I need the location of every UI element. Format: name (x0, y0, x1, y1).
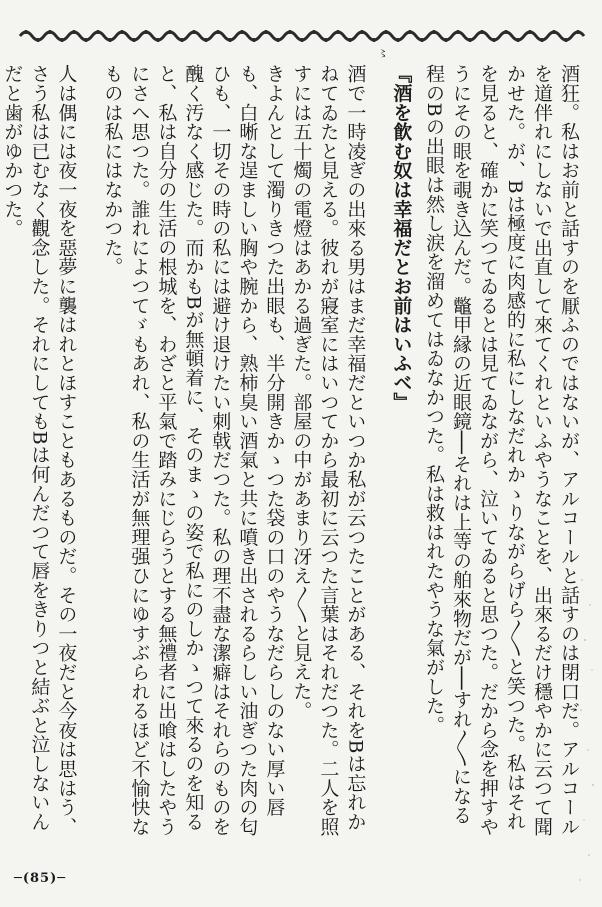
ornament-tick-mark: 〻 (378, 49, 388, 60)
paragraph-3: きよんとして濁りきつた出眼も、半分開きかゝつた袋の口のやうなだらしのない厚い唇も、白晰な逞ましい胸や腕から、熟柿臭い酒氣と共に噴き出されるらしい油ぎつた肉の匂ひも、一切その時の私には避け退けたい刺戟だつた。私の理不盡な潔癖はそれらのものを醜く汚なく感じた。而かもBが無頓着に、そのまゝの姿で私にのしかゝつて來るのを知ると、私は自分の生活の根城を、わざと平氣で踏みにじらうとする無禮者に出喰はしたやうにさへ思つた。誰れによつてゞもあれ、私の生活が無理强ひにゆすぶられるほど不愉快なものは私にはなかつた。 (101, 64, 286, 836)
paragraph-2: 酒で一時凌ぎの出來る男はまだ幸福だといつか私が云つたことがある、それをBは忘れかねてゐたと見える。彼れが寢室にはいつてから最初に云つた言葉はそれだつた。二人を照すには五十燭の電燈はあかる過ぎた。部屋の中があまり冴え〳〵と見えた。 (290, 64, 367, 836)
paragraph-4: 人は偶には夜一夜を惡夢に襲はれとほすこともあるものだ。その一夜だと今夜は思はう、さう私は已むなく觀念した。それにしてもBは何んだつて唇をきりつと結ぶと泣しないんだと歯がゆかつた。 (1, 64, 78, 836)
paragraph-1: 酒狂。私はお前と話すのを厭ふのではないが、アルコールと話すのは閉口だ。アルコールを道伴れにしないで出直して來てくれといふやうなことを、出來るだけ穩やかに云つて聞かせた。が、Bは極度に肉感的に私にしなだれかゝりながらげら〳〵と笑つた。私はそれを見ると、確かに笑つてゐるとは見てゐながら、泣いてゐると思つた。だから念を押すやうにその眼を覗き込んだ。鼈甲縁の近眼鏡──それは上等の舶來物だが──すれ〳〵になる程のBの出眼は然し涙を溜めてはゐなかつた。私は救はれたやうな氣がした。 (423, 64, 580, 836)
quoted-heading: 『酒を飮む奴は幸福だとお前はいふベ』 (390, 64, 413, 412)
vertical-text-body (1, 64, 582, 844)
page-number: ─(85)─ (14, 871, 67, 886)
decorative-header-border (20, 26, 588, 46)
page-edge-wear (578, 560, 596, 890)
